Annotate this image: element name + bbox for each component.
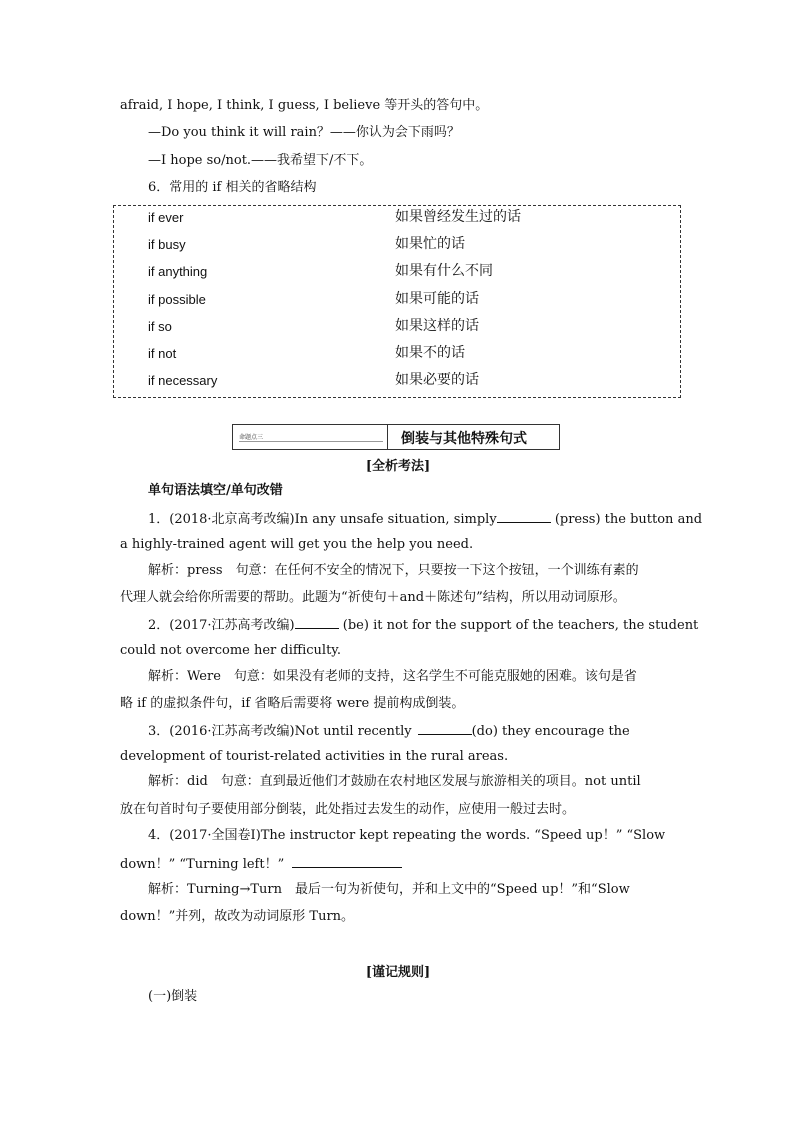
table-row-en: if not — [148, 346, 177, 361]
section-heading: 6．常用的 if 相关的省略结构 — [148, 180, 317, 195]
table-row-en: if busy — [148, 237, 186, 252]
table-row-zh: 如果有什么不同 — [395, 263, 493, 279]
question-3-line2: development of tourist-related activities in the rural areas. — [120, 749, 509, 764]
table-row-zh: 如果这样的话 — [395, 318, 479, 334]
answer-blank[interactable] — [418, 721, 472, 735]
question-2-text-cont: (be) it not for the support of the teachers, the student — [338, 618, 699, 633]
example-answer: —I hope so/not.——我希望下/不下。 — [148, 153, 373, 168]
table-row-zh: 如果不的话 — [395, 345, 465, 361]
question-3 — [148, 721, 676, 741]
table-row-en: if anything — [148, 264, 208, 279]
question-2 — [148, 615, 699, 635]
table-row-en: if possible — [148, 292, 206, 307]
answer-blank[interactable] — [292, 854, 402, 868]
answer-2-line2: 略 if 的虚拟条件句，if 省略后需要将 were 提前构成倒装。 — [120, 696, 465, 711]
table-row-zh: 如果忙的话 — [395, 236, 465, 252]
answer-2-line1: 解析：Were 句意：如果没有老师的支持，这名学生不可能克服她的困难。该句是省 — [148, 669, 637, 684]
table-row-zh: 如果可能的话 — [395, 291, 479, 307]
question-3-text: 3．(2016·江苏高考改编)Not until recently — [148, 724, 412, 739]
banner-divider — [387, 425, 388, 449]
table-row-en: if so — [148, 319, 172, 334]
question-2-text: 2．(2017·江苏高考改编) — [148, 618, 295, 633]
table-row-zh: 如果曾经发生过的话 — [395, 209, 521, 225]
answer-4-line2: down！”并列，故改为动词原形 Turn。 — [120, 909, 355, 924]
rules-subheading: (一)倒装 — [148, 989, 198, 1004]
exercise-type: 单句语法填空/单句改错 — [148, 483, 283, 498]
answer-blank[interactable] — [295, 615, 339, 629]
table-row-en: if necessary — [148, 373, 218, 388]
banner-label: 命题点三 — [239, 434, 264, 441]
full-analysis-heading: [全析考法] — [365, 459, 431, 474]
example-question: —Do you think it will rain？——你认为会下雨吗？ — [148, 125, 460, 140]
answer-3-line1: 解析：did 句意：直到最近他们才鼓励在农村地区发展与旅游相关的项目。not until — [148, 774, 641, 789]
banner-title: 倒装与其他特殊句式 — [401, 431, 527, 447]
if-ellipsis-table — [113, 205, 681, 398]
question-2-line2: could not overcome her difficulty. — [120, 643, 342, 658]
question-1 — [148, 509, 703, 529]
question-1-text-cont: (press) the button and — [550, 512, 703, 527]
answer-3-line2: 放在句首时句子要使用部分倒装，此处指过去发生的动作，应使用一般过去时。 — [120, 802, 576, 817]
topic-banner — [232, 424, 560, 450]
answer-blank[interactable] — [497, 509, 551, 523]
answer-1-line2: 代理人就会给你所需要的帮助。此题为“祈使句＋and＋陈述句”结构，所以用动词原形。 — [120, 590, 626, 605]
question-4 — [120, 854, 676, 874]
question-4-line1: 4．(2017·全国卷Ⅰ)The instructor kept repeating the words. “Speed up！” “Slow — [148, 828, 666, 843]
table-row-zh: 如果必要的话 — [395, 372, 479, 388]
answer-4-line1: 解析：Turning→Turn 最后一句为祈使句，并和上文中的“Speed up！”和“Slow — [148, 882, 630, 897]
question-4-text: down！” “Turning left！” — [120, 857, 285, 872]
rules-heading: [谨记规则] — [365, 965, 431, 980]
question-3-text-cont: (do) they encourage the — [471, 724, 630, 739]
question-1-text: 1．(2018·北京高考改编)In any unsafe situation, simply — [148, 512, 497, 527]
intro-line: afraid, I hope, I think, I guess, I believe 等开头的答句中。 — [120, 98, 489, 113]
question-1-line2: a highly-trained agent will get you the help you need. — [120, 537, 474, 552]
answer-1-line1: 解析：press 句意：在任何不安全的情况下，只要按一下这个按钮，一个训练有素的 — [148, 563, 639, 578]
banner-rule — [239, 441, 383, 442]
table-row-en: if ever — [148, 210, 184, 225]
